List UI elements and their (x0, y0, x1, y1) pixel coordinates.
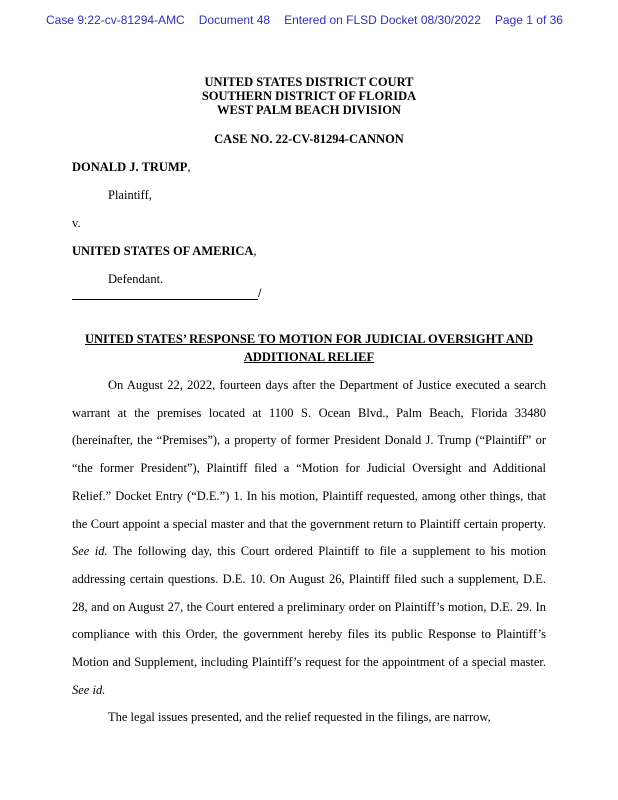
filing-title (60, 330, 558, 366)
filing-title-line-1: UNITED STATES’ RESPONSE TO MOTION FOR JUDICIAL OVERSIGHT AND (84, 332, 534, 346)
document-body (72, 372, 546, 732)
caption-separator-line (72, 286, 258, 300)
case-number: CASE NO. 22-CV-81294-CANNON (214, 132, 404, 146)
caption-separator-slash: / (258, 286, 262, 300)
ecf-docket-entry-date: Entered on FLSD Docket 08/30/2022 (284, 13, 481, 27)
versus-label: v. (72, 216, 81, 230)
plaintiff-name: DONALD J. TRUMP, (72, 160, 191, 174)
court-name: UNITED STATES DISTRICT COURT (204, 75, 414, 89)
defendant-role: Defendant. (108, 272, 164, 286)
caption-separator (72, 286, 546, 300)
ecf-page-count: Page 1 of 36 (494, 13, 563, 27)
ecf-document-number: Document 48 (198, 13, 271, 27)
ecf-case-number: Case 9:22-cv-81294-AMC (46, 13, 185, 27)
court-district: SOUTHERN DISTRICT OF FLORIDA (201, 89, 417, 103)
plaintiff-role: Plaintiff, (108, 188, 152, 202)
filing-title-line-2: ADDITIONAL RELIEF (243, 350, 375, 364)
defendant-name: UNITED STATES OF AMERICA, (72, 244, 257, 258)
body-paragraph: The legal issues presented, and the relief requested in the filings, are narrow, (108, 710, 491, 725)
court-heading (0, 75, 618, 117)
body-paragraph: On August 22, 2022, fourteen days after the Department of Justice executed a search warrant at the premises located at 1100 S. Ocean Blvd., Palm Beach, Florida 33480 (hereinafter, the “Premises”), a property of former President Donald J. Trump (“Plaintiff” or “the former President”), Plaintiff filed a “Motion for Judicial Oversight and Additional Relief.” Docket Entry (“D.E.”) 1. In his motion, Plaintiff requested, among other things, that the Court appoint a special master and that the government return to Plaintiff certain property. See id. The following day, this Court ordered Plaintiff to file a supplement to his motion addressing certain questions. D.E. 10. On August 26, Plaintiff filed such a supplement, D.E. 28, and on August 27, the Court entered a preliminary order on Plaintiff’s motion, D.E. 29. In compliance with this Order, the government hereby files its public Response to Plaintiff’s Motion and Supplement, including Plaintiff’s request for the appointment of a special master. See id. (72, 378, 546, 697)
court-division: WEST PALM BEACH DIVISION (217, 103, 401, 117)
ecf-header-stamp (0, 0, 618, 27)
case-caption (72, 160, 546, 300)
